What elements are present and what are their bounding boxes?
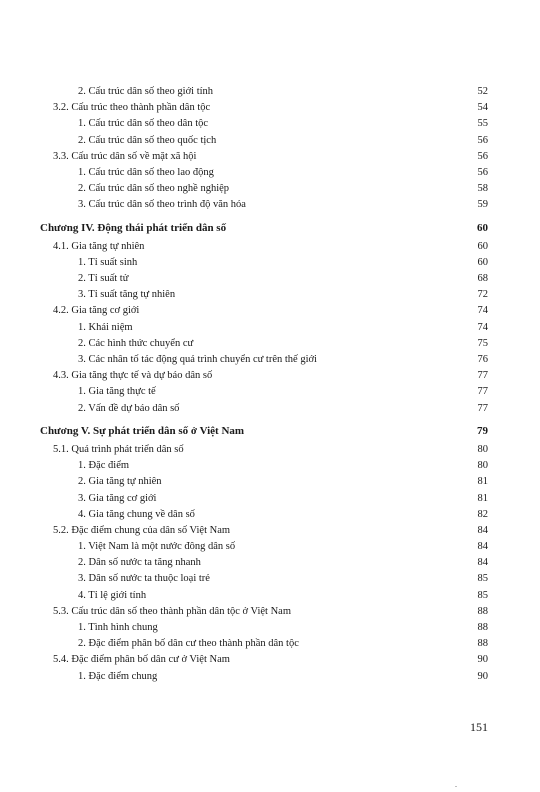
toc-entry-label: 4. Gia tăng chung về dân số [78,508,195,520]
table-of-contents [40,84,488,685]
toc-entry [40,401,488,417]
toc-entry-label: 2. Dân số nước ta tăng nhanh [78,557,201,569]
toc-entry [40,271,488,287]
toc-entry-page: 60 [477,221,488,234]
toc-entry-page: 88 [477,605,488,617]
toc-entry-label: 2. Các hình thức chuyển cư [78,337,194,349]
toc-entry-label: 1. Cấu trúc dân số theo lao động [78,166,214,178]
toc-chapter-entry [40,423,488,439]
toc-entry-page: 74 [477,305,488,317]
toc-entry-label: 3. Các nhân tố tác động quá trình chuyển cư trên thế giới [78,354,317,365]
toc-entry-label: 2. Cấu trúc dân số theo giới tính [78,86,214,97]
toc-entry-label: 5.4. Đặc điểm phân bố dân cư ở Việt Nam [53,654,230,666]
toc-entry-page: 84 [477,541,488,553]
toc-entry [40,474,488,490]
toc-entry-label: 5.3. Cấu trúc dân số theo thành phần dân tộc ở Việt Nam [53,605,292,617]
toc-entry [40,384,488,400]
toc-entry-label: 1. Đặc điểm chung [78,670,158,682]
toc-entry-page: 60 [477,240,488,252]
toc-entry-page: 68 [477,273,488,285]
toc-entry-page: 84 [477,524,488,536]
toc-entry [40,320,488,336]
toc-entry-page: 76 [477,354,488,365]
toc-entry-label: 2. Gia tăng tự nhiên [78,476,162,488]
toc-entry-label: 4.3. Gia tăng thực tế và dự báo dân số [53,370,213,382]
toc-entry [40,303,488,319]
toc-entry [40,287,488,303]
toc-entry-label: 1. Gia tăng thực tế [78,386,156,398]
toc-entry-label: 1. Đặc điểm [78,460,130,472]
toc-entry [40,588,488,604]
toc-entry-page: 54 [477,102,488,114]
toc-entry-label: 1. Cấu trúc dân số theo dân tộc [78,118,209,130]
toc-entry [40,669,488,685]
toc-entry-page: 84 [477,557,488,569]
toc-entry [40,336,488,352]
toc-entry [40,539,488,555]
toc-entry [40,555,488,571]
toc-entry-label: 4.1. Gia tăng tự nhiên [53,240,145,252]
toc-entry-page: 80 [477,443,488,455]
toc-entry-label: 3.2. Cấu trúc theo thành phần dân tộc [53,102,211,114]
toc-entry [40,197,488,213]
toc-entry [40,636,488,652]
toc-entry-page: 59 [477,199,488,211]
toc-entry-label: 5.1. Quá trình phát triển dân số [53,443,184,455]
toc-entry [40,368,488,384]
toc-entry-page: 90 [477,654,488,666]
toc-entry-label: 1. Khái niệm [78,321,133,333]
toc-entry-page: 56 [477,166,488,178]
toc-entry-page: 56 [477,134,488,146]
toc-entry-page: 88 [477,622,488,633]
toc-entry [40,255,488,271]
toc-entry [40,149,488,165]
toc-entry-page: 77 [477,370,488,382]
toc-entry-label: 2. Cấu trúc dân số theo nghề nghiệp [78,183,230,195]
toc-entry [40,620,488,636]
toc-chapter-entry [40,220,488,236]
toc-entry-label: 3. Dân số nước ta thuộc loại trẻ [78,573,210,585]
toc-entry [40,133,488,149]
toc-entry [40,181,488,197]
toc-entry-label: 5.2. Đặc điểm chung của dân số Việt Nam [53,524,231,536]
toc-entry-page: 77 [477,386,488,398]
toc-entry-page: 72 [477,289,488,301]
toc-entry [40,442,488,458]
footer-mark: . [455,780,457,789]
toc-entry-page: 85 [477,589,488,601]
toc-entry-page: 77 [477,402,488,414]
toc-entry-label: Chương V. Sự phát triển dân số ở Việt Nam [40,424,245,437]
toc-entry-label: 3.3. Cấu trúc dân số về mặt xã hội [53,150,197,162]
toc-entry-label: 2. Cấu trúc dân số theo quốc tịch [78,134,217,146]
toc-entry-page: 81 [477,476,488,488]
toc-entry-page: 75 [477,337,488,349]
toc-entry [40,604,488,620]
toc-entry [40,507,488,523]
toc-entry [40,100,488,116]
toc-entry-page: 60 [477,256,488,268]
toc-entry-page: 74 [477,321,488,333]
toc-entry-page: 82 [477,508,488,520]
toc-entry-page: 55 [477,118,488,130]
toc-entry-label: 3. Tỉ suất tăng tự nhiên [78,289,176,301]
toc-entry-label: 3. Cấu trúc dân số theo trình độ văn hóa [78,199,246,211]
toc-entry-page: 81 [477,492,488,504]
toc-entry [40,116,488,132]
toc-entry-label: 2. Đặc điểm phân bố dân cư theo thành phần dân tộc [78,638,299,650]
toc-entry-label: 4.2. Gia tăng cơ giới [53,305,140,317]
toc-entry-page: 79 [477,424,488,437]
toc-entry-label: 2. Tỉ suất tử [78,273,129,285]
toc-entry [40,523,488,539]
page-number: 151 [470,720,488,734]
toc-entry [40,165,488,181]
toc-entry-page: 90 [477,670,488,682]
toc-entry-page: 56 [477,150,488,162]
toc-entry [40,491,488,507]
toc-entry [40,84,488,100]
toc-entry-label: 1. Tỉ suất sinh [78,256,138,268]
toc-entry [40,652,488,668]
toc-entry-label: 2. Vấn đề dự báo dân số [78,402,180,414]
toc-entry-page: 80 [477,460,488,472]
toc-entry-page: 88 [477,638,488,650]
toc-entry-label: 3. Gia tăng cơ giới [78,492,157,504]
toc-entry [40,239,488,255]
toc-entry-label: 4. Tỉ lệ giới tính [78,589,147,601]
toc-entry-label: Chương IV. Động thái phát triển dân số [40,221,227,234]
toc-entry-page: 52 [477,86,488,97]
toc-entry-label: 1. Tình hình chung [78,622,158,633]
toc-entry [40,571,488,587]
toc-entry [40,458,488,474]
toc-entry-page: 58 [477,183,488,195]
toc-entry-page: 85 [477,573,488,585]
toc-entry [40,352,488,368]
toc-entry-label: 1. Việt Nam là một nước đông dân số [78,541,236,553]
